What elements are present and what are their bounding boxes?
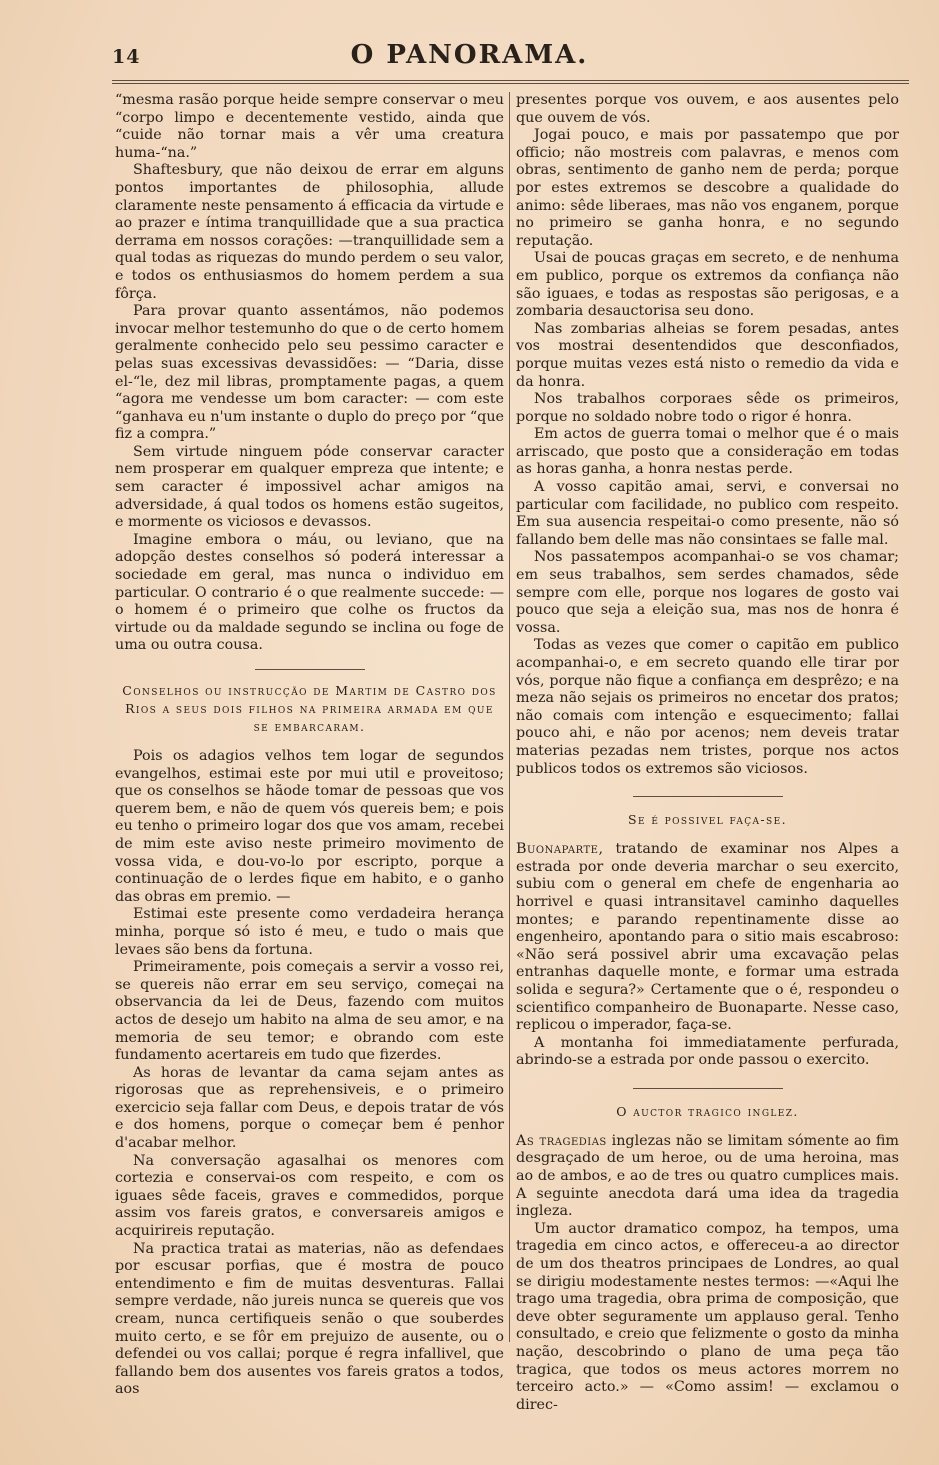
header-rule [112,80,909,84]
right-column [516,92,899,1413]
paragraph: Pois os adagios velhos tem logar de segundos evangelhos, estimai este por mui util e proveitoso; que os conselhos se hãode tomar de pessoas que vos querem bem, e não de quem vós quereis bem; e pois eu tenho o primeiro logar dos que vos amam, recebei de mim este aviso neste primeiro movimento de vossa vida, e dou-vo-lo por escripto, porque a continuação de o lerdes fique em habito, e o ganho das obras em premio. — [115,748,504,905]
paragraph: Usai de poucas graças em secreto, e de nenhuma em publico, porque os extremos da confiança não são iguaes, e todas as respostas são perigosas, e a zombaria desauctorisa seu dono. [516,250,899,320]
paragraph: As horas de levantar da cama sejam antes as rigorosas que as reprehensiveis, e o primeiro exercicio seja fallar com Deus, e depois tratar de vós e dos homens, porque o começar bem é penhor d'acabar melhor. [115,1064,504,1152]
paragraph: Em actos de guerra tomai o melhor que é o mais arriscado, que posto que a consideração em todas as horas ganha, a honra nestas perde. [516,426,899,478]
section-title-auctor-tragico: O auctor tragico inglez. [616,1103,799,1119]
left-column [115,92,504,1398]
page-number: 14 [112,46,141,68]
section-separator [633,796,783,797]
paragraph [516,1133,899,1221]
lead-word: Buonaparte [516,841,599,858]
paragraph: Um auctor dramatico compoz, ha tempos, uma tragedia em cinco actos, e offereceu-a ao director de um dos theatros principaes de Londres, ao qual se dirigiu modestamente nestes termos: —«Aqui lhe trago uma tragedia, obra prima de composição, que deve obter seguramente um applauso geral. Tenho consultado, e creio que felizmente o gosto da minha nação, descobrindo o plano de uma peça tão tragica, que todos os meus actores morrem no terceiro acto.» — «Como assim! — exclamou o direc- [516,1220,899,1413]
paragraph: Primeiramente, pois começais a servir a vosso rei, se quereis não errar em seu serviço, começai na observancia da lei de Deus, fazendo com muitos actos de desejo um habito na alma de seu amor, e na memoria de seu temor; e obrando com este fundamento acertareis em tudo que fizerdes. [115,959,504,1064]
paragraph: Imagine embora o máu, ou leviano, que na adopção destes conselhos só poderá interessar a sociedade em geral, mas nunca o individuo em particular. O contrario é o que realmente succede: —o homem é o primeiro que colhe os fructos da virtude ou da maldade segundo se inclina ou foge de uma ou outra cousa. [115,531,504,654]
paragraph-text: , tratando de examinar nos Alpes a estrada por onde deveria marchar o seu exercito, subiu com o general em chefe de engenharia ao horrivel e quasi intransitavel caminho daquelles montes; e parando repentinamente disse ao engenheiro, apontando para o sitio mais escabroso: «Não será possivel abrir uma excavação pelas entranhas daquelle monte, e formar uma estrada solida e segura?» Certamente que o é, respondeu o scientifico companheiro de Buonaparte. Nesse caso, replicou o imperador, faça-se. [516,841,899,1034]
section-title-se-possivel: Se é possivel faça-se. [628,812,787,828]
paragraph: Estimai este presente como verdadeira herança minha, porque só isto é meu, e tudo o mais que levaes são bens da fortuna. [115,906,504,958]
paragraph: Nos trabalhos corporaes sêde os primeiros, porque no soldado nobre todo o rigor é honra. [516,391,899,425]
paragraph: Sem virtude ninguem póde conservar caracter nem prosperar em qualquer empreza que intente; e sem caracter é impossivel achar amigos na adversidade, á qual todos os homens estão sugeitos, e mormente os viciosos e devassos. [115,443,504,531]
paragraph: Na practica tratai as materias, não as defendaes por escusar porfias, que é mostra de pouco entendimento e fim de muitas desventuras. Fallai sempre verdade, não jureis nunca se quereis que vos cream, nunca certifiqueis senão o que souberdes muito certo, e se fôr em prejuizo de ausente, ou o defendei ou vos callai; porque é regra infallivel, que fallando bem dos ausentes vos fareis gratos a todos, aos [115,1240,504,1398]
paragraph-text: inglezas não se limitam sómente ao fim desgraçado de um heroe, ou de uma heroina, mas ao de ambos, e ao de tres ou quatro cumplices mais. A seguinte anecdota dará uma idea da tragedia ingleza. [516,1132,899,1220]
page-header [112,40,827,74]
paragraph: presentes porque vos ouvem, e aos ausentes pelo que ouvem de vós. [516,92,899,126]
paragraph: Jogai pouco, e mais por passatempo que por officio; não mostreis com palavras, e menos com obras, sentimento de ganho nem de perda; porque por estes extremos se descobre a qualidade do animo: sêde liberaes, mas não vos enganem, porque no primeiro se ganha honra, e no segundo reputação. [516,127,899,249]
section-separator [255,669,365,670]
paragraph: A montanha foi immediatamente perfurada, abrindo-se a estrada por onde passou o exercito. [516,1034,899,1069]
paragraph: Na conversação agasalhai os menores com cortezia e conservai-os com respeito, e com os iguaes sêde faceis, graves e commedidos, porque assim vos fareis gratos, e conversareis amigos e acquirireis reputação. [115,1152,504,1240]
paragraph: Shaftesbury, que não deixou de errar em alguns pontos importantes de philosophia, allude claramente neste pensamento á efficacia da virtude e ao prazer e íntima tranquillidade que a sua practica derrama em nossos corações: —tranquillidade sem a qual todas as riquezas do mundo perdem o seu valor, e todos os enthusiasmos do homem perdem a sua fôrça. [115,162,504,302]
column-divider [509,92,510,1342]
paragraph [516,841,899,1035]
paragraph: Todas as vezes que comer o capitão em publico acompanhai-o, e em secreto quando elle tirar por vós, porque não fique a confiança em desprêzo; e na meza não sejais os primeiros no encetar dos pratos; não comais com intenção e esquecimento; fallai pouco ahi, e não por acenos; nem deveis tratar materias pezadas nem tristes, porque nos actos publicos todos os extremos são viciosos. [516,637,899,777]
paragraph: A vosso capitão amai, servi, e conversai no particular com facilidade, no publico com respeito. Em sua ausencia respeitai-o como presente, não só fallando bem delle mas não consintaes se falle mal. [516,479,899,548]
paragraph: Nas zombarias alheias se forem pesadas, antes vos mostrai desentendidos que desconfiados, porque muitas vezes está nisto o remedio da vida e da honra. [516,320,899,390]
lead-word: As tragedias [516,1132,607,1149]
paragraph: “mesma rasão porque heide sempre conservar o meu “corpo limpo e decentemente vestido, ainda que “cuide não tornar mais a vêr uma creatura huma-“na.” [115,92,504,161]
paragraph: Para provar quanto assentámos, não podemos invocar melhor testemunho do que o de certo homem geralmente conhecido pelo seu pessimo caracter e pelas suas excessivas devassidões: — “Daria, disse el-“le, dez mil libras, promptamente pagas, a quem “agora me vendesse um bom caracter: — com este “ganhava eu n'um instante o duplo do preço por “que fiz a compra.” [115,303,504,443]
section-separator [633,1088,783,1089]
section-title-conselhos: Conselhos ou instrucção de Martim de Castro dos Rios a seus dois filhos na primeira armada em que se embarcaram. [122,683,497,734]
running-title: O PANORAMA. [350,40,589,70]
paragraph: Nos passatempos acompanhai-o se vos chamar; em seus trabalhos, sem serdes chamados, sêde sempre com elle, porque nos logares de gosto vai pouco que seja a eleição sua, mas nos de honra é vossa. [516,549,899,636]
